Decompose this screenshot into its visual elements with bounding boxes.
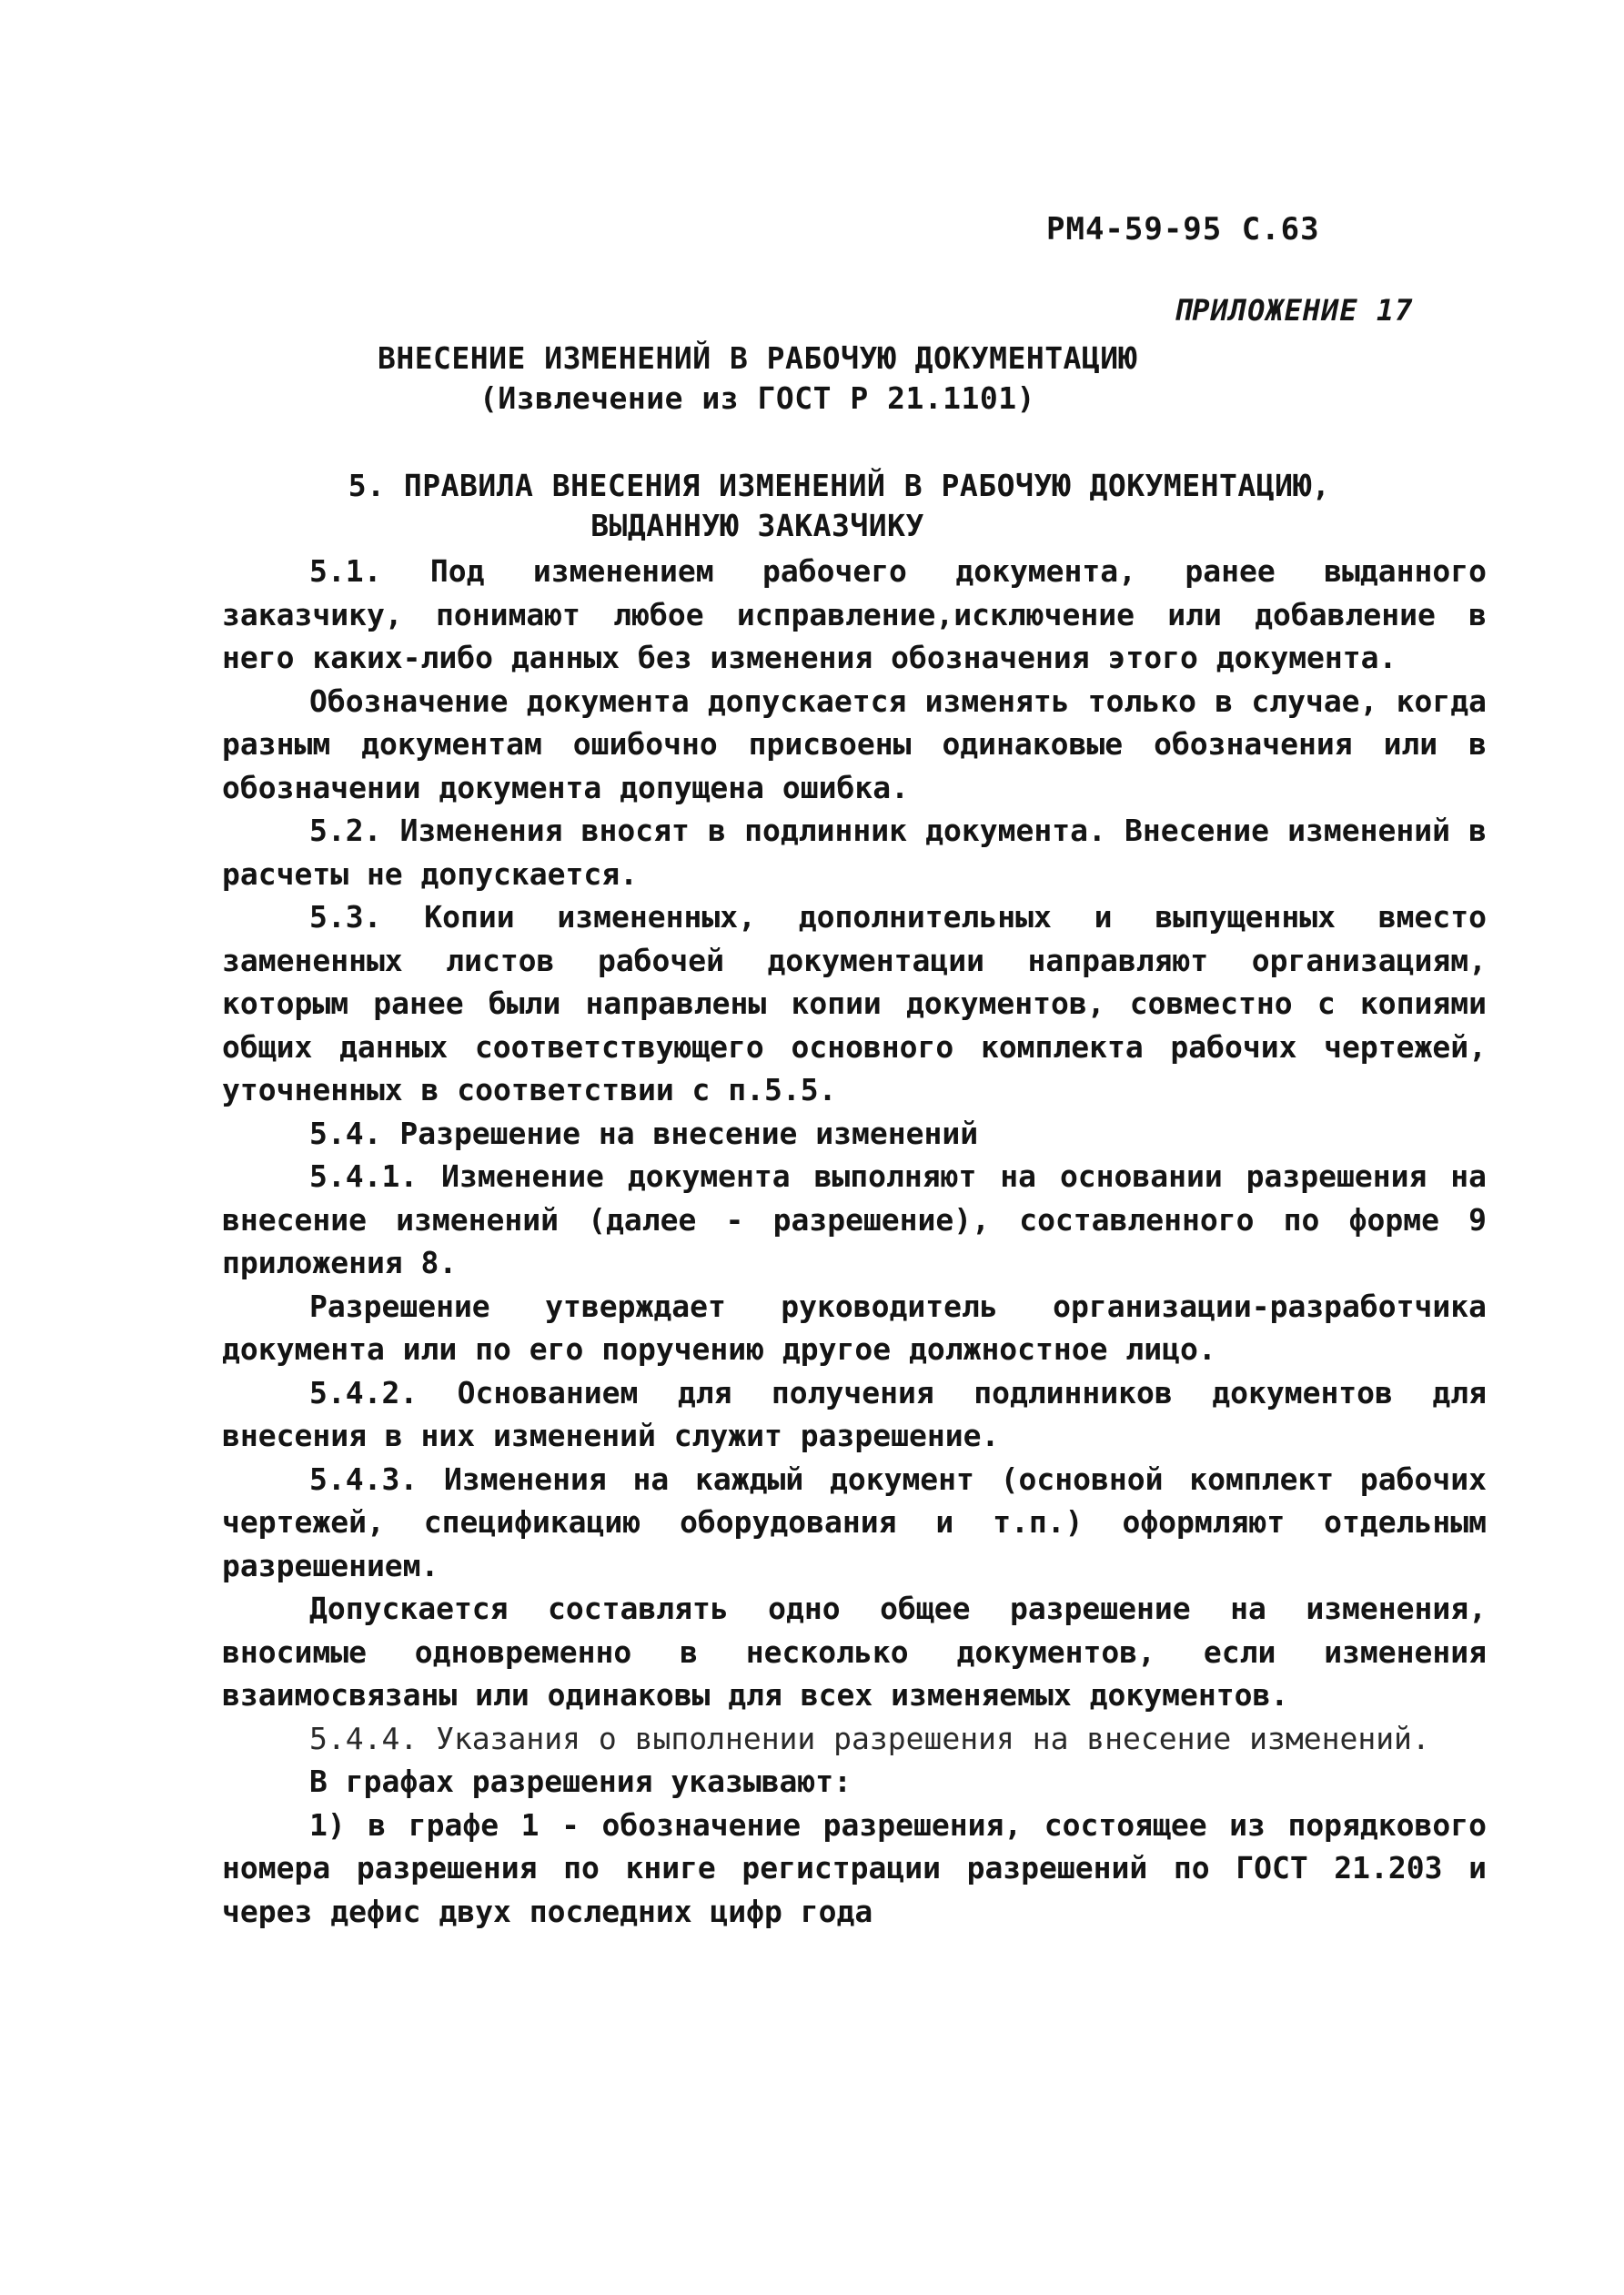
paragraph-5-3: 5.3. Копии измененных, дополнительных и выпущенных вместо замененных листов рабочей документации направляют организациям, которым ранее были направлены копии документов, совместно с копиями общих данных соответствующего основного комплекта рабочих чертежей, уточненных в соответствии с п.5.5.	[222, 899, 1487, 1107]
document-code: РМ4-59-95 С.63	[1046, 211, 1320, 248]
body-text	[222, 550, 1487, 1933]
document-subtitle: (Извлечение из ГОСТ Р 21.1101)	[479, 380, 1036, 416]
section-heading-line-2: ВЫДАННУЮ ЗАКАЗЧИКУ	[590, 508, 924, 543]
paragraph-field-1: 1) в графе 1 - обозначение разрешения, состоящее из порядкового номера разрешения по книге регистрации разрешений по ГОСТ 21.203 и через дефис двух последних цифр года	[222, 1806, 1487, 1929]
paragraph-5-4: 5.4. Разрешение на внесение изменений	[309, 1115, 979, 1151]
paragraph-common-permission: Допускается составлять одно общее разрешение на изменения, вносимые одновременно в несколько документов, если изменения взаимосвязаны или одинаковы для всех изменяемых документов.	[222, 1591, 1487, 1713]
paragraph-5-1: 5.1. Под изменением рабочего документа, ранее выданного заказчику, понимают любое исправление,исключение или добавление в него каких-либо данных без изменения обозначения этого документа.	[222, 553, 1487, 675]
paragraph-5-4-3: 5.4.3. Изменения на каждый документ (основной комплект рабочих чертежей, спецификацию оборудования и т.п.) оформляют отдельным разрешением.	[222, 1461, 1487, 1583]
paragraph-5-2: 5.2. Изменения вносят в подлинник документа. Внесение изменений в расчеты не допускается.	[222, 813, 1487, 892]
paragraph-approval: Разрешение утверждает руководитель организации-разработчика документа или по его поручению другое должностное лицо.	[222, 1288, 1487, 1367]
paragraph-5-4-4: 5.4.4. Указания о выполнении разрешения на внесение изменений.	[309, 1720, 1430, 1756]
document-title: ВНЕСЕНИЕ ИЗМЕНЕНИЙ В РАБОЧУЮ ДОКУМЕНТАЦИЮ	[377, 340, 1138, 376]
paragraph-5-4-2: 5.4.2. Основанием для получения подлинников документов для внесения в них изменений служит разрешение.	[222, 1374, 1487, 1453]
appendix-label: ПРИЛОЖЕНИЕ 17	[1174, 293, 1414, 328]
paragraph-5-4-1: 5.4.1. Изменение документа выполняют на основании разрешения на внесение изменений (далее - разрешение), составленного по форме 9 приложения 8.	[222, 1158, 1487, 1280]
paragraph-designation: Обозначение документа допускается изменять только в случае, когда разным документам ошибочно присвоены одинаковые обозначения или в обозначении документа допущена ошибка.	[222, 682, 1487, 805]
section-heading-line-1: 5. ПРАВИЛА ВНЕСЕНИЯ ИЗМЕНЕНИЙ В РАБОЧУЮ ДОКУМЕНТАЦИЮ,	[348, 468, 1331, 503]
paragraph-fields: В графах разрешения указывают:	[309, 1764, 852, 1799]
